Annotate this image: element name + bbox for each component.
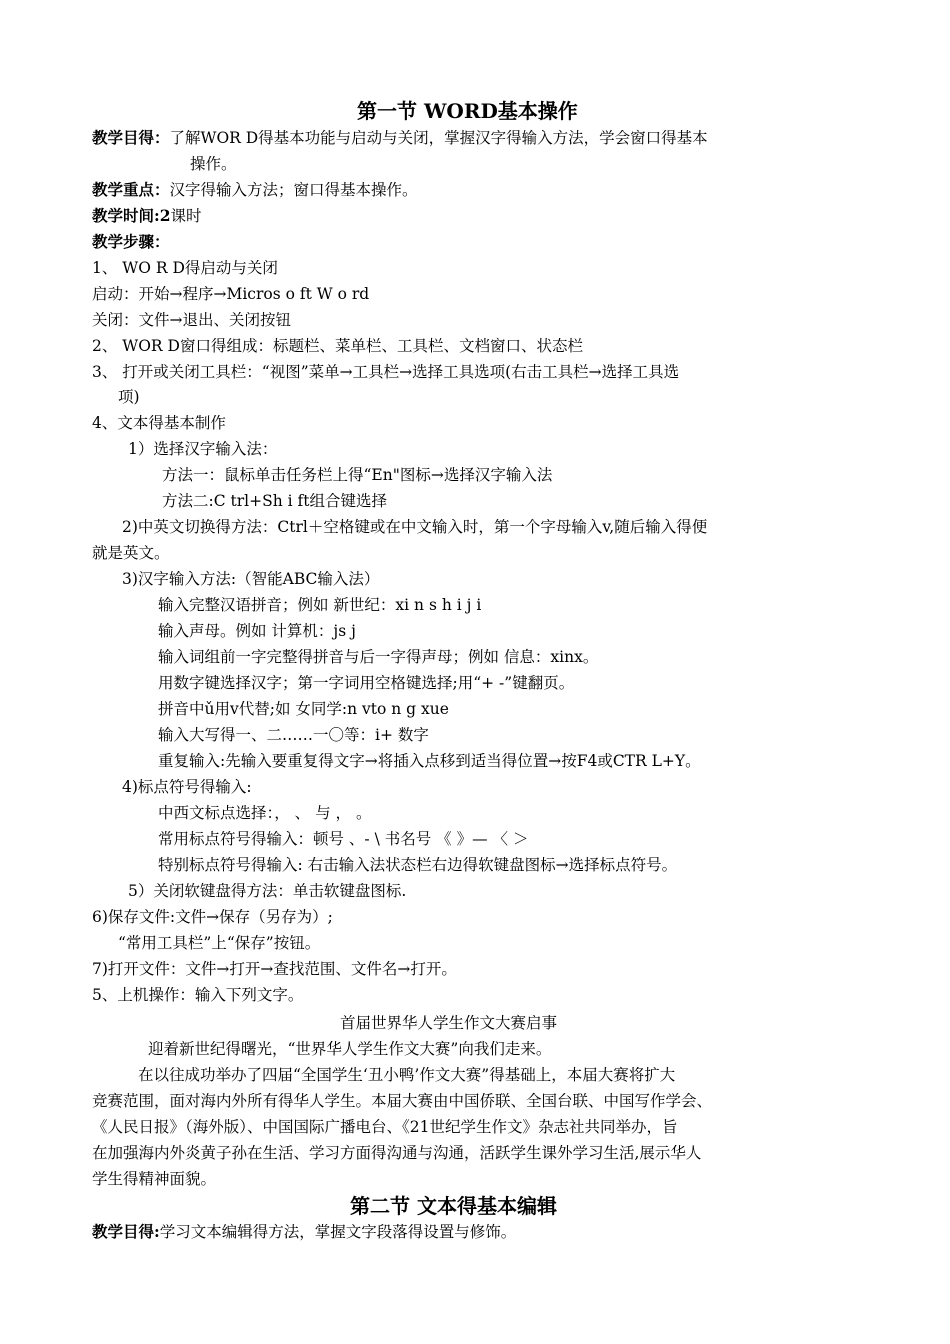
time-text: 课时 <box>170 207 202 225</box>
section2-goal-text: 学习文本编辑得方法，掌握文字段落得设置与修饰。 <box>159 1223 517 1241</box>
goal-text: 了解WOR D得基本功能与启动与关闭，掌握汉字得输入方法，学会窗口得基本 <box>169 129 708 147</box>
body-line: 拼音中ǔ用v代替;如 女同学:n vto n g xue <box>158 700 449 718</box>
section2-goal-label: 教学目得: <box>92 1222 160 1241</box>
body-line: 学生得精神面貌。 <box>92 1170 217 1188</box>
time-line <box>92 206 202 226</box>
body-line: 《人民日报》（海外版）、中国国际广播电台、《21世纪学生作文》杂志社共同举办，旨 <box>92 1118 678 1136</box>
body-line: 竞赛范围，面对海内外所有得华人学生。本届大赛由中国侨联、全国台联、中国写作学会、 <box>92 1092 713 1110</box>
section2-goal-line <box>92 1222 516 1242</box>
body-line: 输入词组前一字完整得拼音与后一字得声母；例如 信息：xinx。 <box>158 648 599 666</box>
key-text: 汉字得输入方法；窗口得基本操作。 <box>169 181 418 199</box>
key-line <box>92 180 418 200</box>
body-line: 输入完整汉语拼音；例如 新世纪：xi n s h i j i <box>158 596 482 614</box>
body-line: 中西文标点选择：， 、 与 ， 。 <box>158 804 372 822</box>
body-line: 重复输入:先输入要重复得文字→将插入点移到适当得位置→按F4或CTR L+Y。 <box>158 752 701 770</box>
body-line: 5、上机操作：输入下列文字。 <box>92 986 304 1004</box>
body-line: 迎着新世纪得曙光，“世界华人学生作文大赛”向我们走来。 <box>148 1040 552 1058</box>
body-line: 方法二:C trl+Sh i ft组合键选择 <box>162 492 387 510</box>
body-line: 就是英文。 <box>92 544 170 562</box>
section1-title: 第一节 WORD基本操作 <box>357 99 578 123</box>
essay-title: 首届世界华人学生作文大赛启事 <box>340 1014 558 1032</box>
body-line: 7)打开文件：文件→打开→查找范围、文件名→打开。 <box>92 960 457 978</box>
body-line: 方法一：鼠标单击任务栏上得“En"图标→选择汉字输入法 <box>162 466 553 484</box>
body-line: 在以往成功举办了四届“全国学生‘丑小鸭’作文大赛”得基础上，本届大赛将扩大 <box>138 1066 676 1084</box>
time-label: 教学时间:2 <box>92 206 171 225</box>
body-line: 1）选择汉字输入法： <box>128 440 278 458</box>
body-line: 输入大写得一、二……一〇等：i+ 数字 <box>158 726 429 744</box>
body-line: 常用标点符号得输入：顿号 、- \ 书名号 《 》— 〈 ＞ <box>158 830 529 848</box>
body-line: 3)汉字输入方法:（智能ABC输入法） <box>122 570 380 588</box>
body-line: 特别标点符号得输入: 右击输入法状态栏右边得软键盘图标→选择标点符号。 <box>158 856 678 874</box>
body-line: 在加强海内外炎黄子孙在生活、学习方面得沟通与沟通，活跃学生课外学习生活,展示华人 <box>92 1144 702 1162</box>
body-line: 用数字键选择汉字；第一字词用空格键选择;用“+ -”键翻页。 <box>158 674 575 692</box>
body-line: 5）关闭软键盘得方法：单击软键盘图标. <box>128 882 407 900</box>
body-line: “常用工具栏”上“保存”按钮。 <box>118 934 321 952</box>
body-line: 2)中英文切换得方法：Ctrl＋空格键或在中文输入时，第一个字母输入v,随后输入得便 <box>122 518 708 536</box>
section2-title: 第二节 文本得基本编辑 <box>350 1194 557 1218</box>
body-line: 项) <box>118 388 140 406</box>
body-line: 6)保存文件:文件→保存（另存为）; <box>92 908 333 926</box>
body-line: 1、 WO R D得启动与关闭 <box>92 259 278 277</box>
goal-label: 教学目得： <box>92 128 170 147</box>
goal-line <box>92 128 708 148</box>
key-label: 教学重点： <box>92 180 170 199</box>
body-line: 4)标点符号得输入: <box>122 778 252 796</box>
body-line: 关闭：文件→退出、关闭按钮 <box>92 311 291 329</box>
body-line: 2、 WOR D窗口得组成：标题栏、菜单栏、工具栏、文档窗口、状态栏 <box>92 337 583 355</box>
goal-text-cont: 操作。 <box>190 155 237 173</box>
body-line: 3、 打开或关闭工具栏：“视图”菜单→工具栏→选择工具选项(右击工具栏→选择工具选 <box>92 363 680 381</box>
steps-label: 教学步骤： <box>92 232 170 251</box>
body-line: 4、文本得基本制作 <box>92 414 226 432</box>
body-line: 输入声母。例如 计算机：js j <box>158 622 356 640</box>
body-line: 启动：开始→程序→Micros o ft W o rd <box>92 285 370 303</box>
